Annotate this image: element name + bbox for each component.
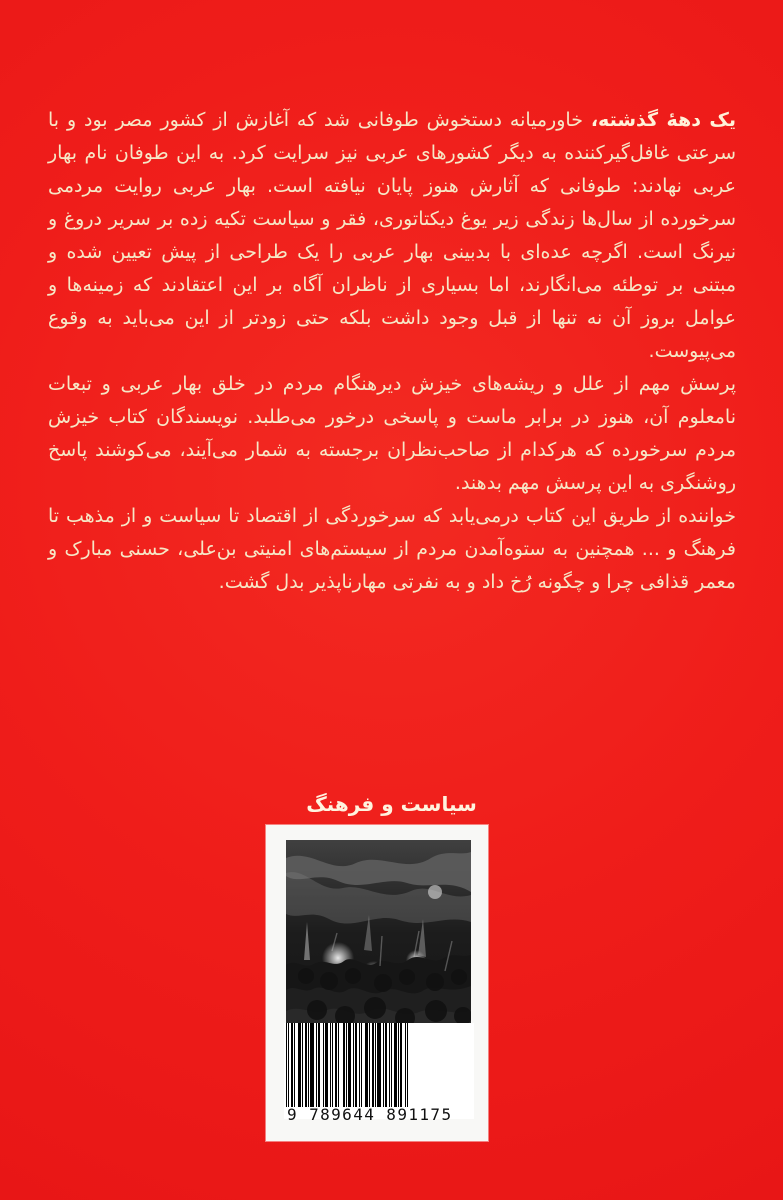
isbn-digits: 9 789644 891175 (287, 1105, 453, 1124)
blurb-paragraph-3: خواننده از طریق این کتاب درمی‌یابد که سرخوردگی از اقتصاد تا سیاست و از مذهب تا فرهنگ و ... همچنین به ستوه‌آمدن مردم از سیستم‌های امنیتی بن‌علی، حسنی مبارک و معمر قذافی چرا و چگونه رُخ داد و به نفرتی مهارناپذیر بدل گشت. (48, 505, 736, 593)
barcode-card (266, 825, 488, 1141)
blurb-paragraph-1 (48, 104, 736, 368)
back-cover-blurb (48, 104, 736, 599)
series-title: سیاست و فرهنگ (306, 792, 477, 816)
isbn-barcode (284, 1023, 474, 1124)
blurb-lead-phrase: یک دههٔ گذشته، (590, 109, 736, 131)
blurb-paragraph-2: پرسش مهم از علل و ریشه‌های خیزش دیرهنگام مردم در خلق بهار عربی و تبعات نامعلوم آن، هنوز در برابر ماست و پاسخی درخور می‌طلبد. نویسندگان کتاب خیزش مردم سرخورده که هرکدام از صاحب‌نظران برجسته به شمار می‌آیند، می‌کوشند پاسخ روشنگری به این پرسش مهم بدهند. (48, 373, 736, 494)
barcode-bars (286, 1023, 472, 1107)
blurb-paragraph-1-text: خاورمیانه دستخوش طوفانی شد که آغازش از کشور مصر بود و با سرعتی غافل‌گیرکننده به دیگر کشورهای عربی نیز سرایت کرد. به این طوفان نام بهار عربی نهادند: طوفانی که آثارش هنوز پایان نیافته است. بهار عربی روایت مردمی سرخورده از سال‌ها زندگی زیر یوغ دیکتاتوری، فقر و سیاست تکیه زده بر سریر دروغ و نیرنگ است. اگرچه عده‌ای با بدبینی بهار عربی را یک طراحی از پیش تعیین شده و مبتنی بر توطئه می‌انگارند، اما بسیاری از ناظران آگاه بر این اعتقادند که زمینه‌ها و عوامل بروز آن نه تنها از قبل وجود داشت بلکه حتی زودتر از این می‌باید به وقوع می‌پیوست. (48, 109, 736, 362)
